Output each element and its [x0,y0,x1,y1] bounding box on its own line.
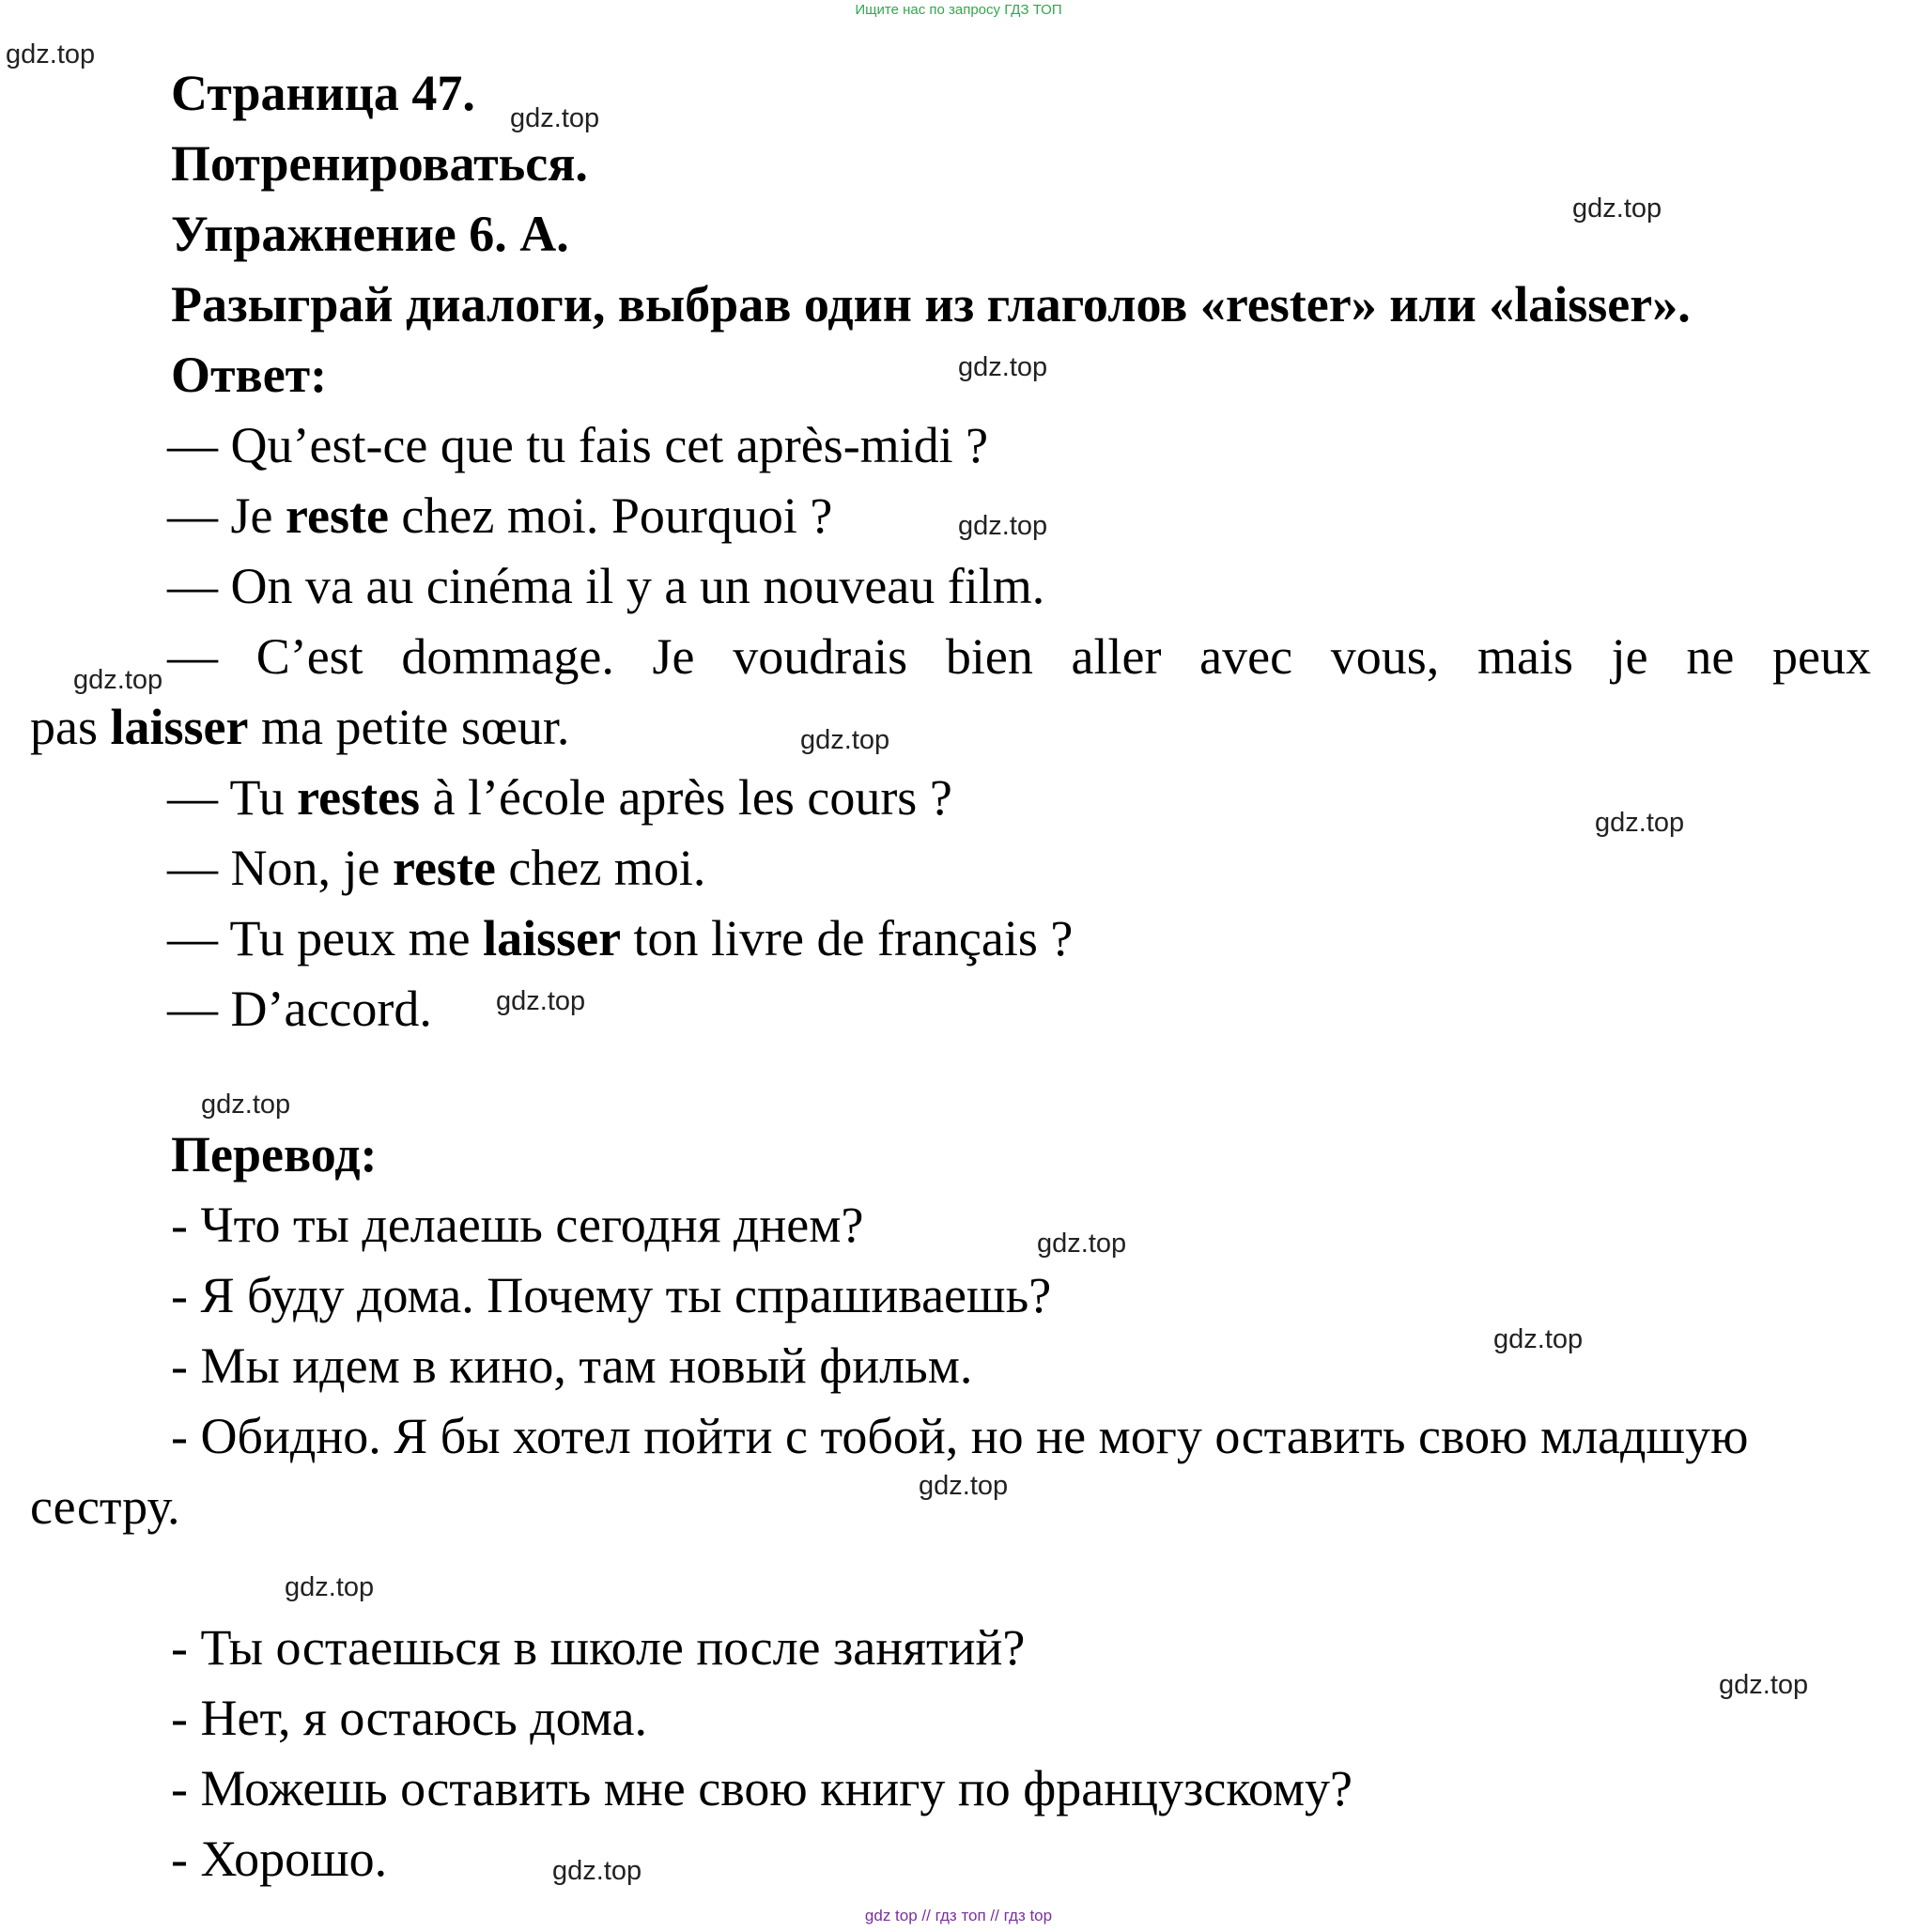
watermark: gdz.top [1572,193,1662,224]
verb-highlight: reste [392,840,496,896]
line-text: chez moi. Pourquoi ? [388,487,833,544]
watermark: gdz.top [552,1856,642,1886]
exercise-title: Упражнение 6. А. [171,206,569,262]
watermark: gdz.top [201,1090,291,1120]
verb-highlight: reste [285,487,389,544]
watermark: gdz.top [1719,1670,1809,1700]
dialogue-line [167,909,1073,967]
translation-line: - Мы идем в кино, там новый фильм. [171,1337,973,1394]
watermark: gdz.top [800,725,890,755]
watermark: gdz.top [496,986,586,1016]
verb-highlight: laisser [483,910,622,966]
dialogue-line: — On va au cinéma il y a un nouveau film. [167,558,1045,614]
section-title: Потренироваться. [171,135,588,192]
line-text: chez moi. [495,840,706,896]
footer-links: gdz top // гдз топ // гдз top [864,1907,1053,1924]
watermark: gdz.top [1037,1229,1127,1259]
watermark: gdz.top [919,1471,1009,1501]
watermark: gdz.top [73,665,163,695]
translation-line: - Нет, я остаюсь дома. [171,1690,648,1746]
watermark: gdz.top [285,1572,375,1602]
line-text: — Je [167,487,286,544]
dialogue-line: — Qu’est-ce que tu fais cet après-midi ? [167,417,989,473]
translation-line: - Ты остаешься в школе после занятий? [171,1619,1026,1676]
watermark: gdz.top [1595,808,1685,838]
translation-line: - Что ты делаешь сегодня днем? [171,1197,864,1253]
page-title: Страница 47. [171,65,475,121]
line-text: — Non, je [167,840,393,896]
dialogue-line: — C’est dommage. Je voudrais bien aller avec vous, mais je ne peux [167,628,1871,685]
translation-line: - Обидно. Я бы хотел пойти с тобой, но не могу оставить свою младшую [171,1408,1749,1464]
line-text: — Tu peux me [167,910,484,966]
dialogue-line-continuation [30,698,569,756]
line-text: ma petite sœur. [248,699,570,755]
translation-line: - Можешь оставить мне свою книгу по французскому? [171,1760,1353,1816]
translation-line-continuation: сестру. [30,1478,180,1535]
verb-highlight: laisser [110,699,249,755]
translation-line: - Хорошо. [171,1831,388,1887]
dialogue-line [167,487,832,545]
watermark: gdz.top [958,352,1048,382]
line-text: ton livre de français ? [621,910,1074,966]
watermark: gdz.top [1493,1324,1584,1354]
dialogue-line: — D’accord. [167,981,432,1037]
dialogue-line [167,768,952,827]
translation-line: - Я буду дома. Почему ты спрашиваешь? [171,1267,1052,1323]
dialogue-line [167,839,705,897]
line-text: pas [30,699,111,755]
answer-label: Ответ: [171,347,328,403]
watermark: gdz.top [6,39,96,70]
line-text: — Tu [167,769,298,826]
verb-highlight: restes [297,769,421,826]
watermark: gdz.top [510,103,600,133]
watermark: gdz.top [958,511,1048,541]
translation-label: Перевод: [171,1126,378,1182]
top-banner: Ищите нас по запросу ГДЗ ТОП [855,2,1062,18]
line-text: à l’école après les cours ? [420,769,952,826]
task-text: Разыграй диалоги, выбрав один из глаголов «rester» или «laisser». [171,276,1691,332]
